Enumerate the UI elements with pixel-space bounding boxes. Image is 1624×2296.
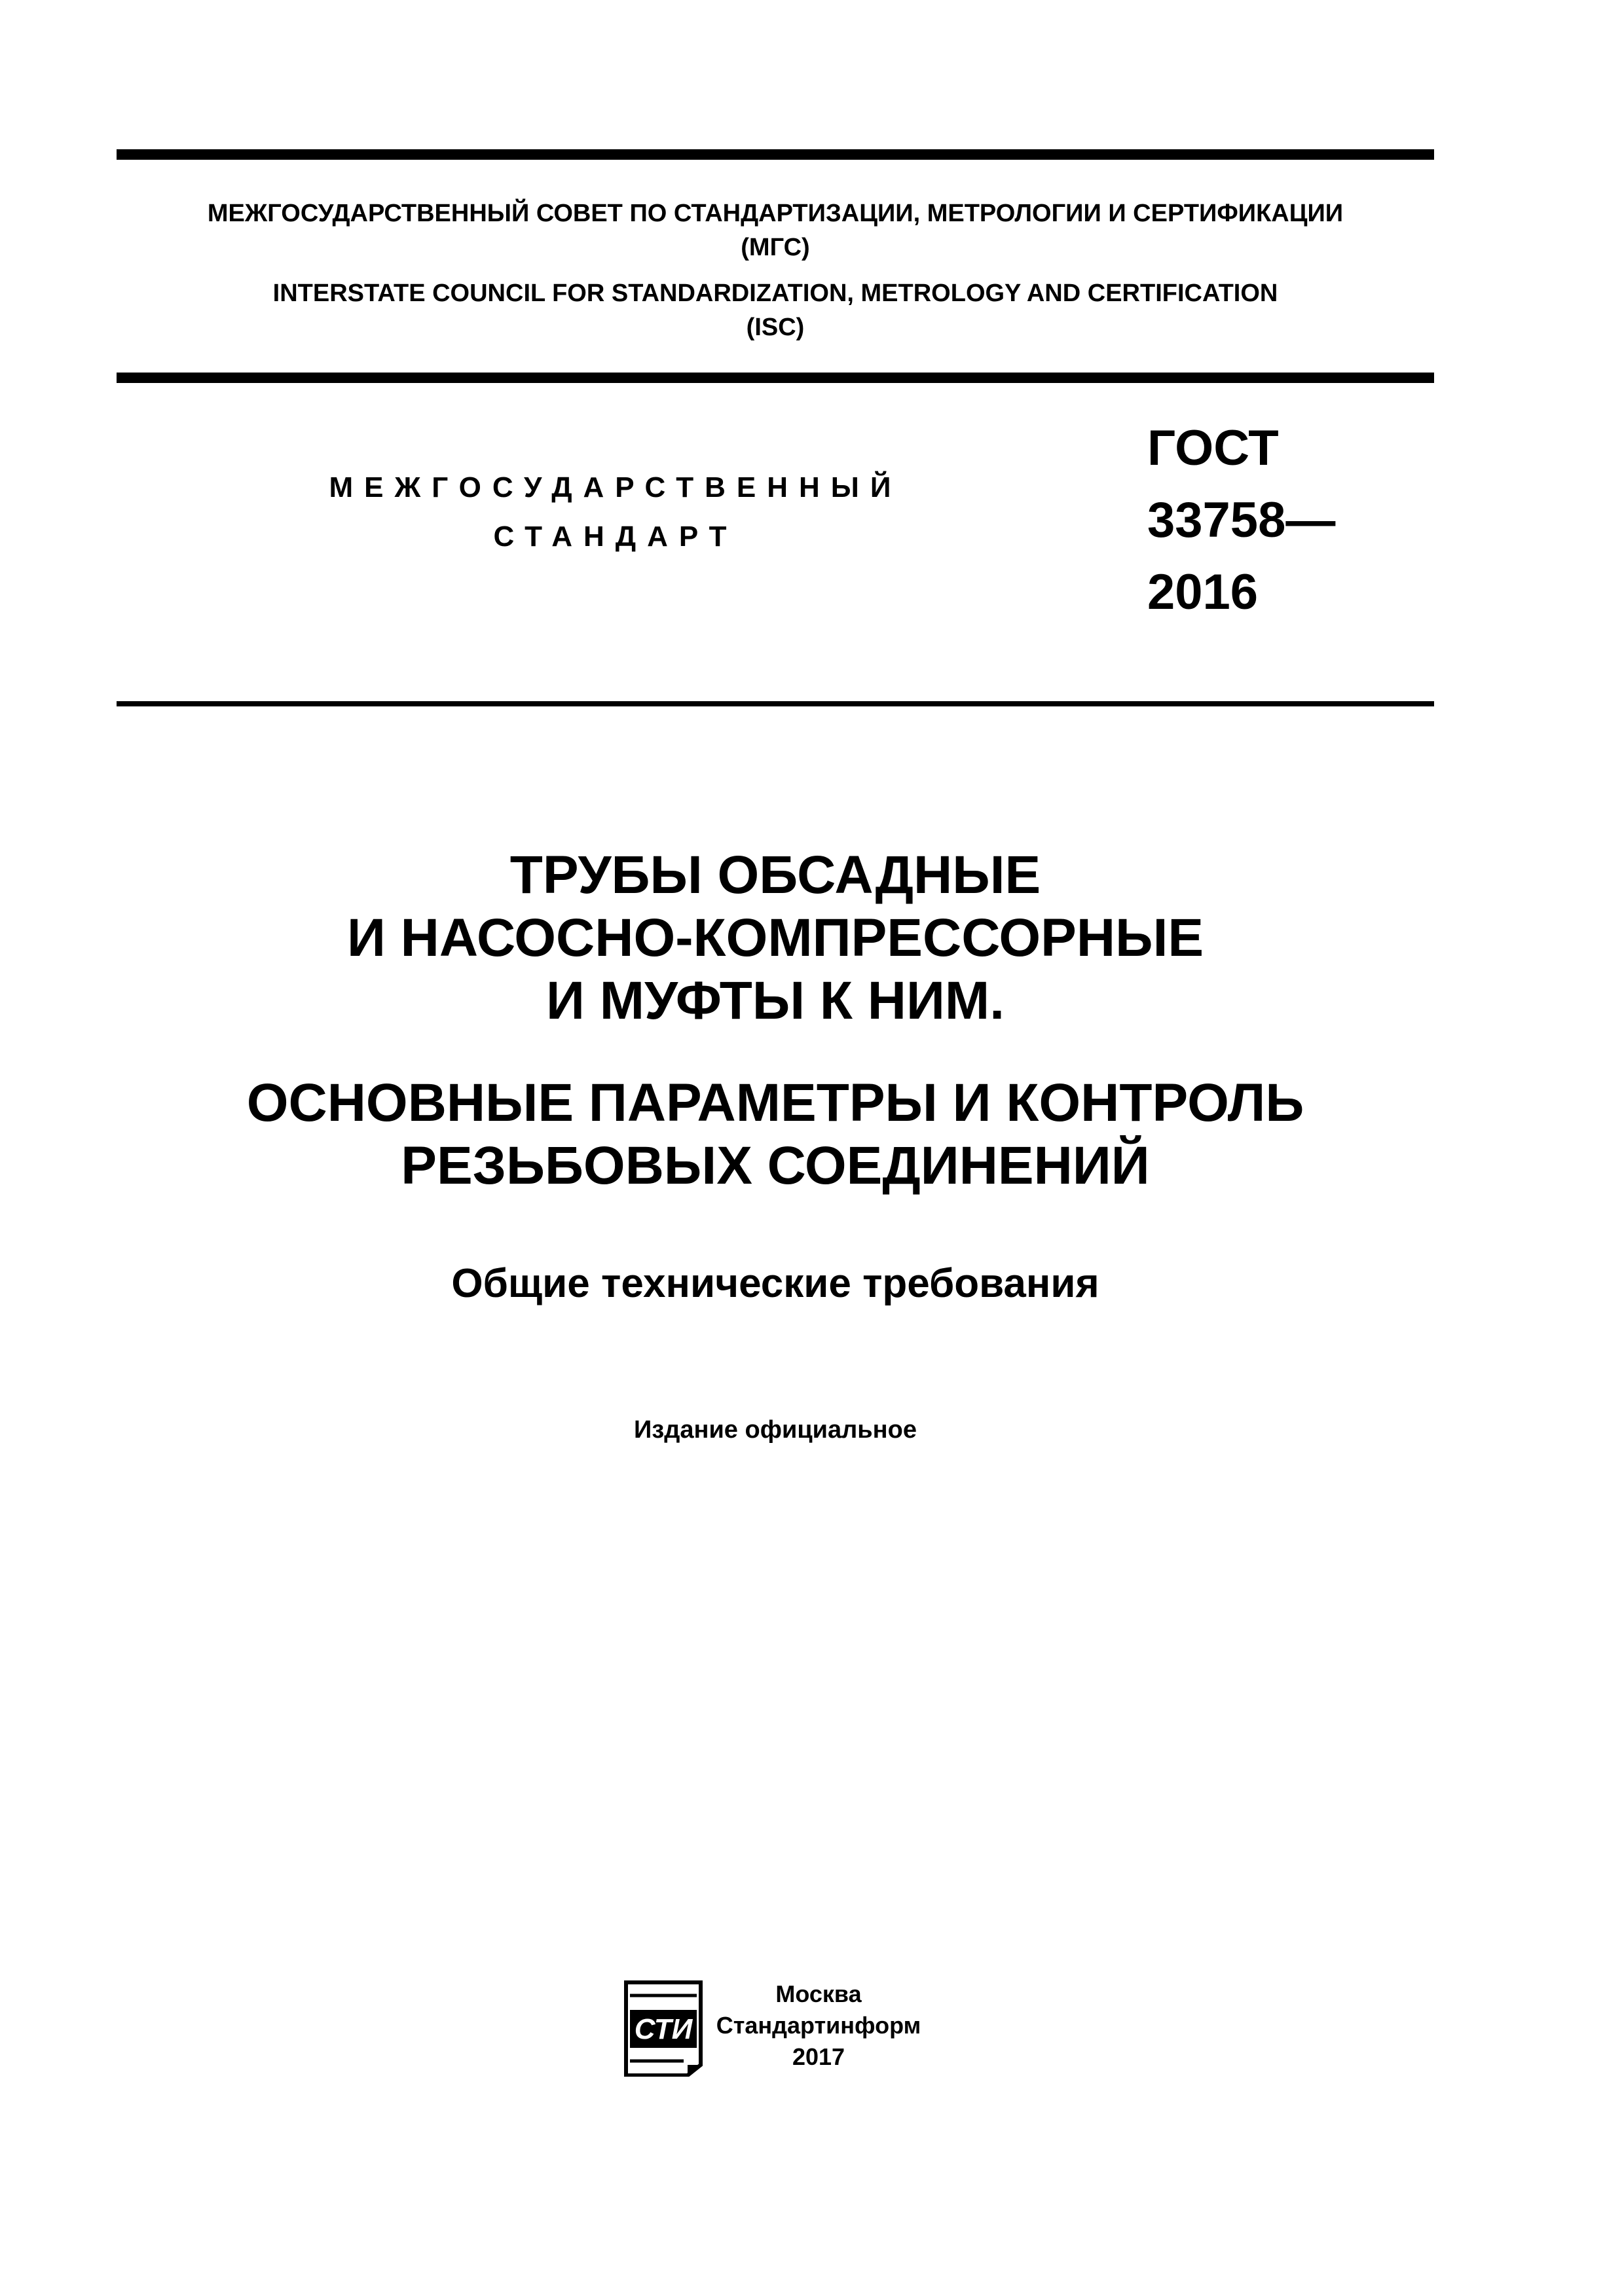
svg-text:СТИ: СТИ: [634, 2013, 693, 2045]
subtitle: Общие технические требования: [451, 1261, 1099, 1306]
edition-label: Издание официальное: [634, 1416, 917, 1444]
middle-rule: [117, 373, 1434, 383]
council-abbr-ru: (МГС): [741, 234, 810, 261]
title-line-1: ТРУБЫ ОБСАДНЫЕ: [509, 845, 1041, 905]
council-abbr-en: (ISC): [746, 314, 805, 341]
title-line-3: И МУФТЫ К НИМ.: [545, 971, 1005, 1030]
standard-code-year: 2016: [1147, 564, 1259, 620]
standard-code-number: 33758—: [1147, 492, 1336, 548]
title-line-5: РЕЗЬБОВЫХ СОЕДИНЕНИЙ: [401, 1136, 1150, 1195]
title-line-4: ОСНОВНЫЕ ПАРАМЕТРЫ И КОНТРОЛЬ: [246, 1073, 1304, 1133]
standard-kind-line2: СТАНДАРТ: [493, 520, 738, 553]
imprint-year: 2017: [792, 2043, 845, 2070]
council-name-ru: МЕЖГОСУДАРСТВЕННЫЙ СОВЕТ ПО СТАНДАРТИЗАЦИИ, МЕТРОЛОГИИ И СЕРТИФИКАЦИИ: [207, 200, 1344, 227]
publisher-logo-icon: [614, 1978, 706, 2077]
title-line-2: И НАСОСНО-КОМПРЕССОРНЫЕ: [346, 908, 1204, 968]
standard-kind-line1: МЕЖГОСУДАРСТВЕННЫЙ: [329, 471, 902, 503]
council-name-en: INTERSTATE COUNCIL FOR STANDARDIZATION, METROLOGY AND CERTIFICATION: [272, 280, 1278, 307]
top-rule: [117, 149, 1434, 160]
imprint-publisher: Стандартинформ: [716, 2012, 921, 2039]
standard-code-prefix: ГОСТ: [1147, 420, 1279, 476]
bottom-rule: [117, 701, 1434, 706]
imprint-city: Москва: [775, 1980, 862, 2007]
